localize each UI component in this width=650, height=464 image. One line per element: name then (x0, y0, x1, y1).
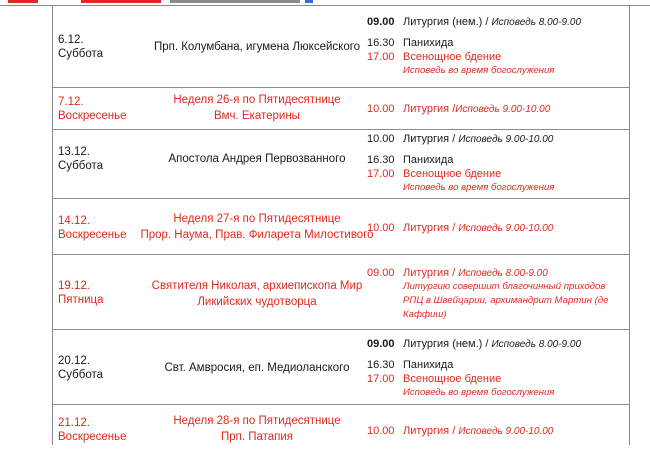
saint-cell (105, 92, 409, 124)
date-cell (58, 145, 103, 173)
saint-cell (105, 278, 409, 310)
service-name: Всенощное бдение (403, 168, 502, 180)
service-name: Литургия (нем.) / (403, 16, 489, 28)
service-name: Литургия / (403, 133, 456, 145)
service-name: Литургия (нем.) / (403, 338, 489, 350)
schedule-row (53, 198, 629, 255)
saint-line: Прор. Наума, Прав. Филарета Милостивого (140, 229, 374, 241)
schedule-row (53, 87, 629, 130)
services-cell (365, 404, 629, 464)
date: 7.12. (58, 96, 84, 108)
service-time: 17.00 (367, 373, 395, 385)
date: 14.12. (58, 215, 90, 227)
weekday: Суббота (58, 160, 104, 172)
saint-line: Вмч. Екатерины (214, 110, 300, 122)
date: 13.12. (58, 146, 90, 158)
service-note: Исповедь во время богослужения (403, 65, 555, 76)
service-time: 16.30 (367, 359, 395, 371)
service-time: 09.00 (367, 16, 395, 28)
saint-line: Ликийских чудотворца (197, 296, 317, 308)
saint-line: Прп. Патапия (220, 431, 294, 443)
weekday: Суббота (58, 48, 104, 60)
service-name: Панихида (403, 154, 454, 166)
date: 21.12. (58, 417, 90, 429)
saint-cell (105, 211, 409, 243)
schedule-row (53, 329, 629, 405)
saint-cell (105, 413, 409, 445)
service-time: 17.00 (367, 51, 395, 63)
services-cell (365, 87, 629, 129)
service-time: 10.00 (367, 425, 395, 437)
weekday: Воскресенье (58, 110, 127, 122)
service-time: 10.00 (367, 133, 395, 145)
services-cell (365, 129, 629, 198)
date-cell (58, 33, 103, 61)
services-cell (365, 254, 629, 329)
service-note: Исповедь во время богослужения (403, 182, 555, 193)
saint-line: Прп. Колумбана, игумена Люксейского (153, 41, 361, 53)
service-note: Исповедь во время богослужения (403, 387, 555, 398)
service-name-line (403, 15, 581, 30)
saint-cell (105, 360, 409, 376)
confession-time: Исповедь 9.00-10.00 (455, 104, 551, 115)
service-time: 09.00 (367, 338, 395, 350)
service-name: Панихида (403, 37, 454, 49)
service-name-line (403, 266, 548, 281)
services-cell (365, 329, 629, 404)
schedule-row (53, 254, 629, 330)
saint-line: Неделя 28-я по Пятидесятнице (173, 415, 341, 427)
service-name-line (403, 424, 553, 439)
schedule-table (52, 5, 630, 445)
confession-time: Исповедь 9.00-10.00 (458, 134, 554, 145)
saint-cell (105, 39, 409, 55)
saint-line: Святителя Николая, архиепископа Мир (151, 280, 363, 292)
schedule-row (53, 404, 629, 464)
date: 6.12. (58, 34, 84, 46)
note-line: РПЦ в Швейцарии, архимандрит Мартин (де (403, 295, 609, 306)
service-name-line (403, 102, 550, 117)
service-name-line (403, 337, 581, 352)
service-name: Всенощное бдение (403, 373, 502, 385)
confession-time: Исповедь 8.00-9.00 (491, 17, 582, 28)
weekday: Суббота (58, 369, 104, 381)
date-cell (58, 279, 104, 307)
saint-line: Свт. Амвросия, еп. Медиоланского (164, 362, 350, 374)
date: 20.12. (58, 355, 90, 367)
date: 19.12. (58, 280, 90, 292)
services-cell (365, 198, 629, 254)
confession-time: Исповедь 9.00-10.00 (458, 223, 554, 234)
service-time: 17.00 (367, 168, 395, 180)
service-name: Литургия / (403, 222, 456, 234)
weekday: Пятница (58, 294, 104, 306)
service-name: Литургия / (403, 425, 456, 437)
date-cell (58, 354, 103, 382)
cut-off-text-strip (8, 0, 313, 2)
confession-time: Исповедь 8.00-9.00 (458, 268, 548, 279)
service-name: Литургия / (403, 267, 456, 279)
saint-line: Неделя 27-я по Пятидесятнице (173, 213, 341, 225)
note-line: Каффиш) (403, 309, 447, 320)
saint-line: Апостола Андрея Первозванного (168, 153, 346, 165)
weekday: Воскресенье (58, 229, 127, 241)
saint-line: Неделя 26-я по Пятидесятнице (173, 94, 341, 106)
schedule-row (53, 5, 629, 88)
service-time: 16.30 (367, 37, 395, 49)
service-time: 09.00 (367, 267, 395, 279)
services-cell (365, 5, 629, 87)
note-line: Литургию совершит благочинный приходов (403, 281, 606, 292)
confession-time: Исповедь 9.00-10.00 (458, 426, 554, 437)
service-time: 10.00 (367, 222, 395, 234)
service-name-line (403, 132, 553, 147)
saint-cell (105, 151, 409, 167)
service-name: Панихида (403, 359, 454, 371)
service-name-line (403, 221, 553, 236)
confession-time: Исповедь 8.00-9.00 (491, 339, 582, 350)
service-name: Литургия / (403, 103, 456, 115)
service-time: 10.00 (367, 103, 395, 115)
service-time: 16.30 (367, 154, 395, 166)
weekday: Воскресенье (58, 431, 127, 443)
schedule-row (53, 129, 629, 199)
service-name: Всенощное бдение (403, 51, 502, 63)
service-note (403, 280, 629, 322)
